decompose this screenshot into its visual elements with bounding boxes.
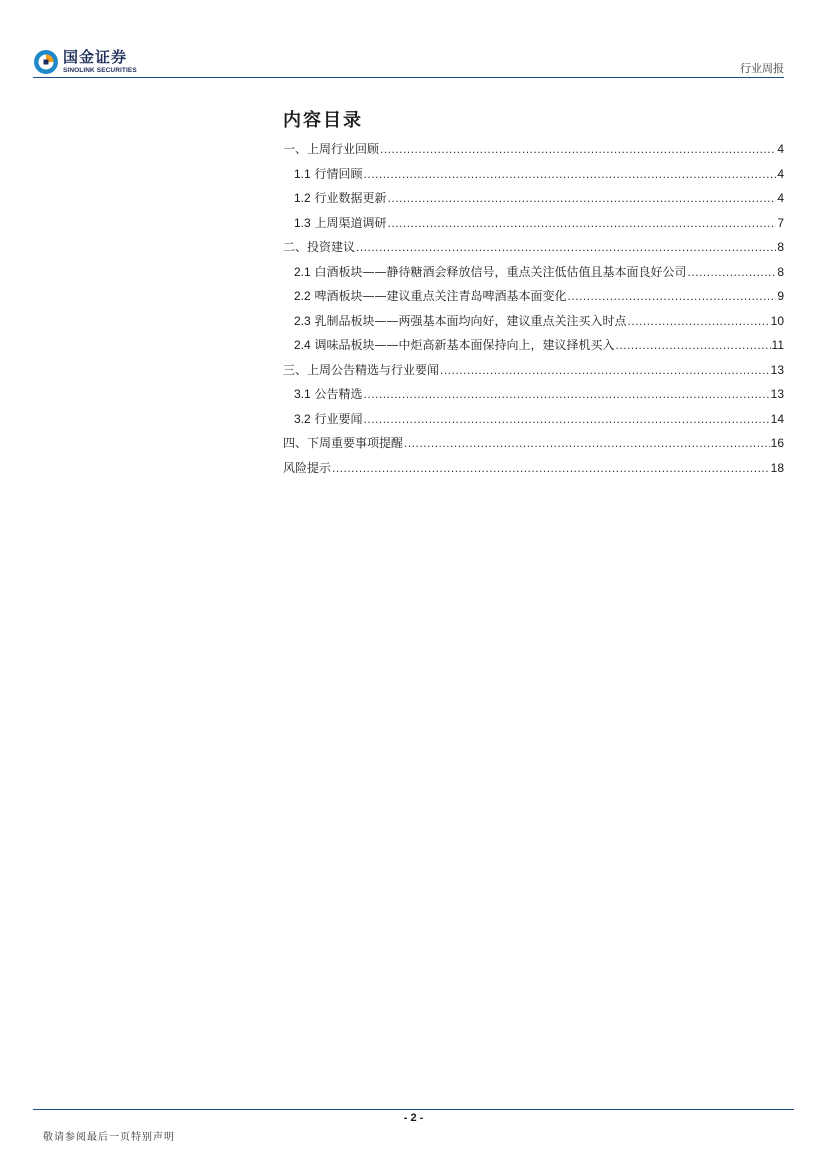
page-number: - 2 -: [403, 1112, 424, 1124]
toc-entry[interactable]: [283, 140, 784, 165]
toc-entry-number: 1.3: [294, 215, 311, 230]
toc-page-number: 9: [777, 289, 784, 303]
toc-entry-title: [283, 434, 403, 451]
toc-dot-leader: [332, 461, 770, 475]
toc-entry-number: 2.1: [294, 264, 311, 279]
toc-page-number: 4: [777, 142, 784, 156]
logo-english-name: SINOLINK SECURITIES: [63, 66, 137, 74]
toc-page-number: 18: [770, 460, 784, 475]
toc-entry[interactable]: [283, 410, 784, 435]
toc-entry-title: [294, 263, 687, 280]
toc-entry[interactable]: [283, 189, 784, 214]
toc-entry-number: 3.1: [294, 387, 311, 401]
toc-entry-text: 行业数据更新: [314, 191, 387, 205]
toc-entry-text: 三、上周公告精选与行业要闻: [283, 362, 440, 377]
toc-page-number: 10: [770, 313, 784, 328]
toc-entry-title: [294, 189, 387, 206]
toc-entry-title: [294, 312, 627, 329]
toc-page-number: 16: [770, 436, 784, 450]
toc-list: [283, 140, 784, 483]
company-logo: [33, 47, 137, 77]
toc-page-number: 4: [777, 166, 784, 181]
toc-dot-leader: [380, 142, 776, 156]
toc-entry-text: 公告精选: [314, 387, 363, 401]
footer-divider: [33, 1109, 794, 1110]
toc-page-number: 8: [777, 264, 784, 279]
toc-entry[interactable]: [283, 287, 784, 312]
toc-dot-leader: [404, 436, 770, 450]
toc-entry-title: [294, 165, 363, 182]
toc-dot-leader: [364, 387, 770, 401]
toc-page-number: 14: [770, 411, 784, 426]
toc-entry-title: [294, 385, 363, 402]
toc-entry[interactable]: [283, 434, 784, 459]
logo-chinese-name: 国金证券: [63, 47, 128, 66]
toc-dot-leader: [388, 216, 777, 230]
document-type-label: 行业周报: [740, 62, 784, 75]
toc-entry[interactable]: [283, 263, 784, 288]
sinolink-logo-icon: [33, 49, 59, 75]
header-divider: [33, 77, 784, 78]
toc-dot-leader: [568, 289, 777, 303]
toc-entry-number: 2.3: [294, 313, 311, 328]
toc-entry[interactable]: [283, 385, 784, 410]
toc-dot-leader: [688, 265, 777, 279]
toc-entry-title: [283, 238, 355, 255]
toc-dot-leader: [364, 167, 777, 181]
toc-page-number: 8: [777, 240, 784, 254]
toc-dot-leader: [616, 338, 771, 352]
toc-entry-title: [294, 214, 387, 231]
toc-entry[interactable]: [283, 336, 784, 361]
toc-entry-title: [283, 459, 331, 476]
toc-entry-text: 二、投资建议: [283, 240, 356, 254]
toc-entry-text: 一、上周行业回顾: [283, 142, 380, 156]
toc-page-number: 11: [771, 338, 784, 352]
toc-page-number: 13: [770, 387, 784, 401]
footer-disclaimer: 敬请参阅最后一页特别声明: [43, 1132, 175, 1143]
toc-entry-text: 上周渠道调研: [314, 215, 387, 230]
toc-entry-number: 2.4: [294, 338, 311, 352]
toc-entry-text: 风险提示: [283, 460, 332, 475]
toc-dot-leader: [628, 314, 770, 328]
toc-entry[interactable]: [283, 361, 784, 386]
toc-entry[interactable]: [283, 165, 784, 190]
table-of-contents: [283, 106, 784, 483]
toc-entry-text: 调味品板块——中炬高新基本面保持向上，建议择机买入: [314, 338, 615, 352]
toc-entry-text: 四、下周重要事项提醒: [283, 436, 404, 450]
toc-entry[interactable]: [283, 214, 784, 239]
toc-entry[interactable]: [283, 238, 784, 263]
toc-entry-text: 乳制品板块——两强基本面均向好，建议重点关注买入时点: [314, 313, 627, 328]
toc-entry[interactable]: [283, 312, 784, 337]
toc-entry-title: [283, 361, 439, 378]
toc-entry-number: 1.1: [294, 166, 311, 181]
toc-page-number: 13: [770, 362, 784, 377]
toc-entry-text: 行业要闻: [314, 411, 363, 426]
toc-page-number: 7: [777, 215, 784, 230]
toc-entry-title: [294, 287, 567, 304]
toc-entry-title: [294, 410, 363, 427]
toc-dot-leader: [440, 363, 770, 377]
toc-dot-leader: [364, 412, 770, 426]
toc-entry-text: 白酒板块——静待糖酒会释放信号，重点关注低估值且基本面良好公司: [314, 264, 687, 279]
toc-dot-leader: [356, 240, 776, 254]
toc-entry-text: 啤酒板块——建议重点关注青岛啤酒基本面变化: [314, 289, 567, 303]
page-header: [0, 0, 827, 80]
toc-page-number: 4: [777, 191, 784, 205]
toc-entry-number: 2.2: [294, 289, 311, 303]
toc-entry-text: 行情回顾: [314, 166, 363, 181]
toc-entry-title: [283, 140, 379, 157]
toc-title: 内容目录: [283, 110, 363, 131]
toc-entry-number: 3.2: [294, 411, 311, 426]
toc-entry-title: [294, 336, 615, 353]
toc-dot-leader: [388, 191, 777, 205]
toc-entry[interactable]: [283, 459, 784, 484]
toc-entry-number: 1.2: [294, 191, 311, 205]
